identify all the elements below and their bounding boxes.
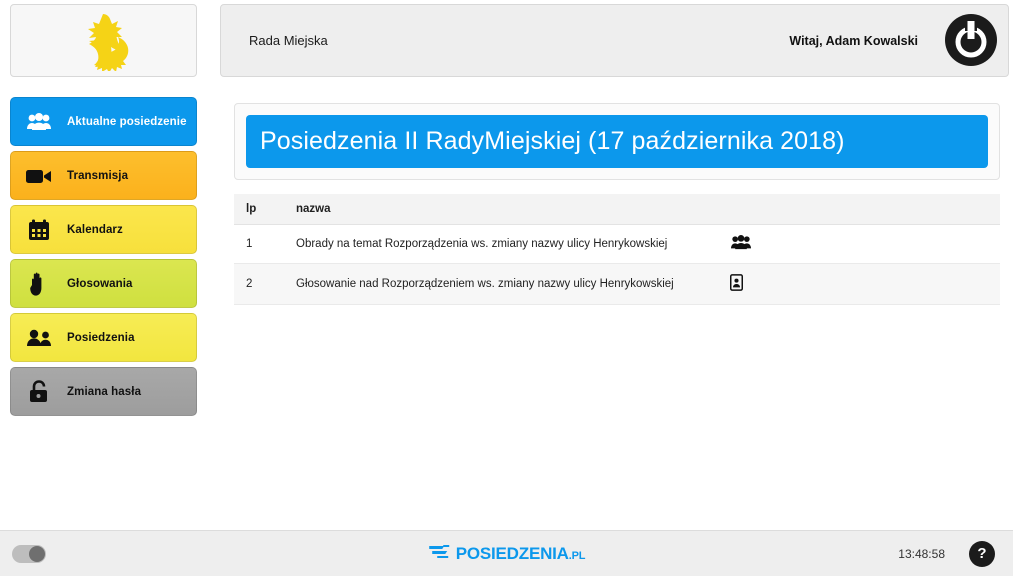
table-row[interactable] [234,225,1000,264]
toggle-knob [29,546,45,562]
raised-hand-icon [11,272,67,296]
sidebar-item-label: Posiedzenia [67,331,135,344]
brand-tld: .PL [568,549,586,562]
help-button[interactable]: ? [969,541,995,567]
user-greeting: Witaj, Adam Kowalski [789,33,918,48]
id-card-icon[interactable] [730,274,743,291]
people-group-icon[interactable] [730,235,752,250]
agenda-table [234,194,1000,305]
sidebar-item-label: Kalendarz [67,223,123,236]
row-name: Obrady na temat Rozporządzenia ws. zmiany nazwy ulicy Henrykowskiej [286,225,720,264]
sidebar [10,97,197,421]
brand-logo [428,542,586,565]
sidebar-item-zmiana-hasla[interactable] [10,367,197,416]
sidebar-item-label: Transmisja [67,169,129,182]
brand-name: POSIEDZENIA [455,543,569,563]
sidebar-item-label: Zmiana hasła [67,385,142,398]
column-header-nazwa: nazwa [286,194,720,225]
table-row[interactable] [234,264,1000,305]
lock-open-icon [11,380,67,404]
footer-bar [0,530,1013,576]
clock: 13:48:58 [898,546,945,561]
row-index: 2 [234,264,286,305]
session-title-banner [246,115,988,168]
sidebar-item-aktualne-posiedzenie[interactable] [10,97,197,146]
video-camera-icon [11,167,67,185]
main-content [234,103,1000,305]
column-header-lp: lp [234,194,286,225]
title-card [234,103,1000,180]
sidebar-item-label: Aktualne posiedzenie [67,115,187,128]
header-bar [220,4,1009,77]
sidebar-item-label: Głosowania [67,277,133,290]
document-lines-icon [428,542,450,565]
page-title: Rada Miejska [249,33,328,48]
session-title: Posiedzenia II RadyMiejskiej (17 października 2018) [260,127,845,155]
table-head [234,194,1000,225]
sidebar-item-posiedzenia[interactable] [10,313,197,362]
row-action-cell [720,264,1000,305]
row-action-cell [720,225,1000,264]
sidebar-item-kalendarz[interactable] [10,205,197,254]
sidebar-toggle[interactable] [12,545,46,563]
logo-panel [10,4,197,77]
two-people-icon [11,329,67,347]
table-header-row [234,194,1000,225]
table-body [234,225,1000,305]
sidebar-item-transmisja[interactable] [10,151,197,200]
power-icon[interactable] [942,11,1000,69]
row-name: Głosowanie nad Rozporządzeniem ws. zmiany nazwy ulicy Henrykowskiej [286,264,720,305]
calendar-icon [11,219,67,241]
column-header-action [720,194,1000,225]
row-index: 1 [234,225,286,264]
people-group-icon [11,113,67,131]
sidebar-item-glosowania[interactable] [10,259,197,308]
griffin-coat-of-arms-icon [73,11,135,71]
